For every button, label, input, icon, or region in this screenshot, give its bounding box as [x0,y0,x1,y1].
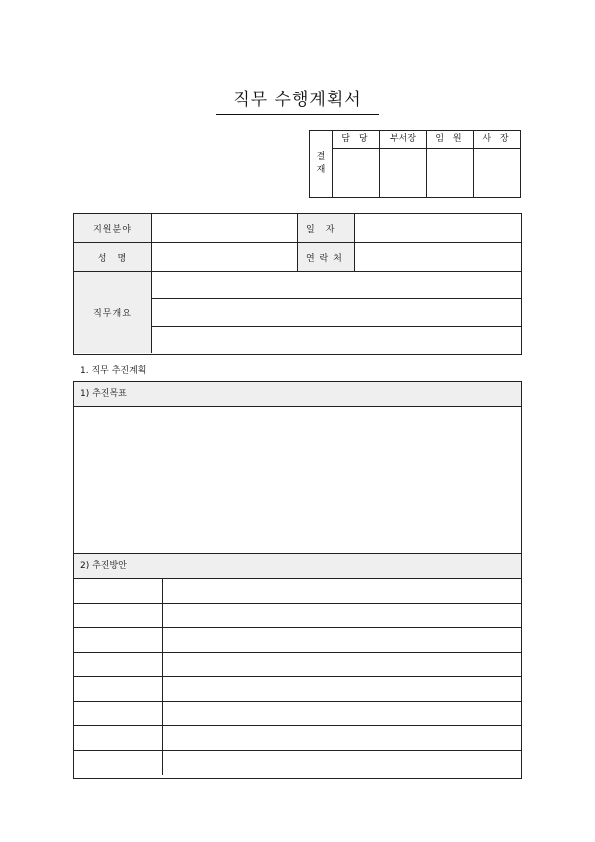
table-row [74,677,521,702]
contact-value[interactable] [355,243,521,271]
method-item-cell[interactable] [74,653,163,677]
method-item-cell[interactable] [74,751,163,776]
table-row [74,628,521,653]
method-detail-cell[interactable] [163,604,521,628]
field-label: 지원분야 [74,214,152,242]
page-title: 직무 수행계획서 [216,88,379,115]
method-item-cell[interactable] [74,579,163,603]
approval-box [309,130,521,198]
info-row-summary [74,272,521,353]
table-row [74,653,521,678]
method-rows [74,579,521,775]
table-row [74,702,521,727]
method-detail-cell[interactable] [163,726,521,750]
plan-table [73,381,522,779]
table-row [74,751,521,776]
date-value[interactable] [355,214,521,242]
approval-header-president: 사 장 [474,131,520,149]
approval-side-char-1: 결 [316,152,326,162]
approval-header-manager: 부서장 [380,131,426,149]
goal-header: 1) 추진목표 [74,382,521,407]
field-value[interactable] [152,214,298,242]
summary-line[interactable] [152,272,521,299]
approval-side-char-2: 재 [316,165,326,175]
goal-area[interactable] [74,407,521,554]
approval-column-executive [427,131,474,197]
approval-sign-manager[interactable] [380,149,426,197]
approval-sign-executive[interactable] [427,149,473,197]
method-item-cell[interactable] [74,604,163,628]
approval-side-label [310,131,333,197]
summary-label: 직무개요 [74,272,152,353]
table-row [74,604,521,629]
approval-column-staff [333,131,380,197]
section-title: 1. 직무 추진계획 [80,366,147,376]
approval-header-executive: 임 원 [427,131,473,149]
applicant-info-table [73,213,522,355]
method-item-cell[interactable] [74,628,163,652]
table-row [74,726,521,751]
info-row-field [74,214,521,243]
contact-label: 연 락 처 [298,243,355,271]
method-header: 2) 추진방안 [74,554,521,579]
method-detail-cell[interactable] [163,653,521,677]
info-row-name [74,243,521,272]
name-value[interactable] [152,243,298,271]
approval-column-manager [380,131,427,197]
approval-column-president [474,131,520,197]
method-detail-cell[interactable] [163,579,521,603]
method-detail-cell[interactable] [163,751,521,776]
table-row [74,579,521,604]
method-item-cell[interactable] [74,677,163,701]
method-item-cell[interactable] [74,726,163,750]
summary-line[interactable] [152,299,521,326]
method-item-cell[interactable] [74,702,163,726]
approval-sign-staff[interactable] [333,149,379,197]
approval-header-staff: 담 당 [333,131,379,149]
summary-lines [152,272,521,353]
date-label: 일 자 [298,214,355,242]
method-detail-cell[interactable] [163,702,521,726]
method-detail-cell[interactable] [163,628,521,652]
approval-sign-president[interactable] [474,149,520,197]
name-label: 성 명 [74,243,152,271]
summary-line[interactable] [152,327,521,353]
method-detail-cell[interactable] [163,677,521,701]
